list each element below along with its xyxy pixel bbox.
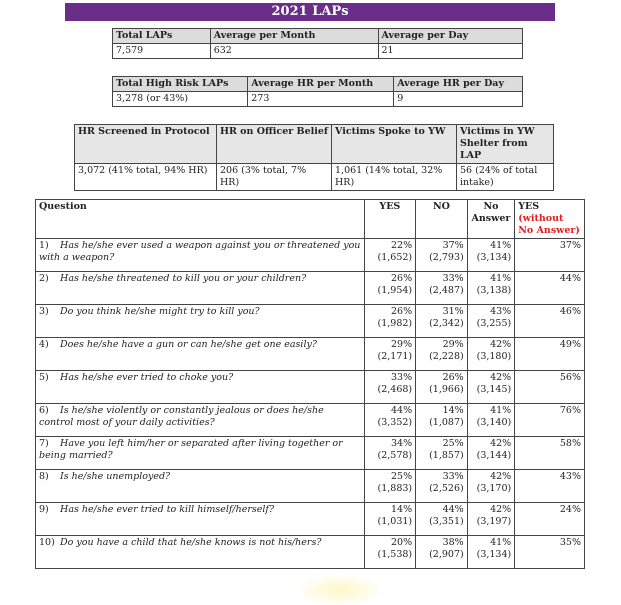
yes-without-no-answer-percent: 49% (559, 339, 581, 350)
yes-without-no-answer-percent: 46% (559, 306, 581, 317)
question-text: Has he/she ever tried to kill himself/herself? (60, 504, 275, 515)
yes-without-no-answer-percent: 37% (559, 240, 581, 251)
no-answer-count: (3,138) (476, 285, 512, 296)
yes-percent: 26% (391, 273, 413, 284)
no-cell (416, 470, 468, 503)
no-count: (2,487) (429, 285, 464, 296)
no-answer-count: (3,140) (476, 417, 512, 428)
header-average-hr-day: Average HR per Day (394, 77, 523, 92)
header-victims-spoke: Victims Spoke to YW (332, 125, 457, 164)
no-answer-percent: 41% (490, 537, 512, 548)
question-text: Do you think he/she might try to kill you? (60, 306, 260, 317)
value-hr-screened: 3,072 (41% total, 94% HR) (75, 164, 217, 191)
yes-without-no-answer-cell (515, 404, 585, 437)
header-victims-shelter: Victims in YW Shelter from LAP (457, 125, 554, 164)
no-answer-percent: 41% (490, 240, 512, 251)
summary-table-totals (112, 28, 523, 59)
no-answer-count: (3,197) (476, 516, 512, 527)
yes-percent: 44% (391, 405, 413, 416)
yes-count: (1,652) (377, 252, 413, 263)
no-answer-percent: 41% (490, 405, 512, 416)
yes-without-no-answer-cell (515, 239, 585, 272)
no-answer-cell (467, 470, 515, 503)
yes-cell (364, 371, 416, 404)
question-cell (36, 272, 365, 305)
no-answer-count: (3,255) (476, 318, 512, 329)
yes-percent: 34% (391, 438, 413, 449)
question-text: Has he/she ever tried to choke you? (60, 372, 234, 383)
question-number: 4) (39, 339, 49, 350)
no-count: (1,966) (429, 384, 464, 395)
yes-count: (1,954) (377, 285, 413, 296)
header-average-per-month: Average per Month (210, 29, 378, 44)
yes-cell (364, 239, 416, 272)
yes-count: (1,538) (377, 549, 413, 560)
table-row (36, 536, 585, 569)
no-cell (416, 239, 468, 272)
no-answer-cell (467, 437, 515, 470)
value-victims-shelter: 56 (24% of total intake) (457, 164, 554, 191)
yes-cell (364, 536, 416, 569)
no-cell (416, 404, 468, 437)
yes-without-no-answer-cell (515, 437, 585, 470)
no-answer-count: (3,170) (476, 483, 512, 494)
question-number: 6) (39, 405, 49, 416)
summary-table-high-risk (112, 76, 523, 107)
no-answer-percent: 42% (490, 372, 512, 383)
no-cell (416, 503, 468, 536)
value-average-per-month: 632 (210, 44, 378, 59)
no-answer-count: (3,134) (476, 252, 512, 263)
yes-percent: 20% (391, 537, 413, 548)
no-answer-cell (467, 536, 515, 569)
table-row (36, 272, 585, 305)
header-hr-officer-belief: HR on Officer Belief (217, 125, 332, 164)
no-cell (416, 371, 468, 404)
no-percent: 26% (442, 372, 464, 383)
no-percent: 29% (442, 339, 464, 350)
yes-count: (1,982) (377, 318, 413, 329)
value-victims-spoke: 1,061 (14% total, 32% HR) (332, 164, 457, 191)
yes-cell (364, 305, 416, 338)
table-row (36, 371, 585, 404)
no-answer-count: (3,134) (476, 549, 512, 560)
question-number: 10) (39, 537, 55, 548)
question-text: Has he/she threatened to kill you or your children? (60, 273, 307, 284)
decorative-glow (300, 575, 380, 605)
no-cell (416, 272, 468, 305)
no-answer-cell (467, 272, 515, 305)
yes-without-no-answer-cell (515, 536, 585, 569)
yes-count: (3,352) (377, 417, 413, 428)
yes-percent: 29% (391, 339, 413, 350)
yes-without-no-answer-percent: 35% (559, 537, 581, 548)
value-total-laps: 7,579 (113, 44, 211, 59)
question-number: 3) (39, 306, 49, 317)
header-yes: YES (364, 200, 416, 239)
question-cell (36, 371, 365, 404)
yes-percent: 26% (391, 306, 413, 317)
no-answer-count: (3,180) (476, 351, 512, 362)
question-text: Has he/she ever used a weapon against you or threatened you with a weapon? (39, 240, 361, 263)
no-cell (416, 536, 468, 569)
header-yes-without-no-answer (515, 200, 585, 239)
value-average-per-day: 21 (378, 44, 522, 59)
no-count: (3,351) (429, 516, 464, 527)
no-answer-percent: 42% (490, 504, 512, 515)
header-question: Question (36, 200, 365, 239)
value-total-high-risk: 3,278 (or 43%) (113, 92, 248, 107)
table-row (36, 305, 585, 338)
no-answer-cell (467, 503, 515, 536)
question-cell (36, 503, 365, 536)
no-count: (1,087) (429, 417, 464, 428)
page-title: 2021 LAPs (65, 3, 555, 21)
no-answer-percent: 41% (490, 273, 512, 284)
yes-without-no-answer-percent: 44% (559, 273, 581, 284)
header-no-answer: No Answer (467, 200, 515, 239)
no-count: (2,793) (429, 252, 464, 263)
question-number: 7) (39, 438, 49, 449)
yes-without-no-answer-cell (515, 470, 585, 503)
yes-without-no-answer-percent: 43% (559, 471, 581, 482)
yes-without-no-answer-cell (515, 272, 585, 305)
table-row (36, 437, 585, 470)
table-row (36, 404, 585, 437)
no-percent: 44% (442, 504, 464, 515)
no-count: (1,857) (429, 450, 464, 461)
yes-count: (1,031) (377, 516, 413, 527)
question-number: 9) (39, 504, 49, 515)
no-answer-percent: 42% (490, 438, 512, 449)
yes-without-no-answer-cell (515, 305, 585, 338)
yes-cell (364, 503, 416, 536)
summary-table-screening (74, 124, 554, 191)
no-answer-cell (467, 404, 515, 437)
yes-without-no-answer-percent: 58% (559, 438, 581, 449)
no-answer-cell (467, 371, 515, 404)
no-cell (416, 437, 468, 470)
question-text: Do you have a child that he/she knows is not his/hers? (60, 537, 322, 548)
yes-percent: 14% (391, 504, 413, 515)
header-average-per-day: Average per Day (378, 29, 522, 44)
no-answer-count: (3,144) (476, 450, 512, 461)
no-answer-percent: 43% (490, 306, 512, 317)
question-text: Have you left him/her or separated after living together or being married? (39, 438, 343, 461)
table-row (36, 338, 585, 371)
no-answer-percent: 42% (490, 339, 512, 350)
question-number: 5) (39, 372, 49, 383)
header-no: NO (416, 200, 468, 239)
yes-count: (2,578) (377, 450, 413, 461)
yes-percent: 25% (391, 471, 413, 482)
header-total-laps: Total LAPs (113, 29, 211, 44)
question-number: 8) (39, 471, 49, 482)
yes-without-no-answer-cell (515, 338, 585, 371)
no-answer-cell (467, 338, 515, 371)
yes-cell (364, 272, 416, 305)
table-row (36, 503, 585, 536)
table-row (36, 239, 585, 272)
yes-without-no-answer-percent: 76% (559, 405, 581, 416)
yes-count: (1,883) (377, 483, 413, 494)
header-average-hr-month: Average HR per Month (248, 77, 394, 92)
no-percent: 25% (442, 438, 464, 449)
no-percent: 31% (442, 306, 464, 317)
table-row (36, 470, 585, 503)
question-cell (36, 536, 365, 569)
header-without-no-answer-note: (without No Answer) (518, 213, 580, 236)
question-text: Does he/she have a gun or can he/she get one easily? (60, 339, 317, 350)
yes-percent: 33% (391, 372, 413, 383)
yes-percent: 22% (391, 240, 413, 251)
question-number: 1) (39, 240, 49, 251)
question-text: Is he/she violently or constantly jealous or does he/she control most of your daily activities? (39, 405, 324, 428)
header-total-high-risk: Total High Risk LAPs (113, 77, 248, 92)
yes-count: (2,171) (377, 351, 413, 362)
yes-count: (2,468) (377, 384, 413, 395)
question-cell (36, 239, 365, 272)
yes-without-no-answer-percent: 24% (559, 504, 581, 515)
no-cell (416, 338, 468, 371)
value-hr-officer-belief: 206 (3% total, 7% HR) (217, 164, 332, 191)
yes-without-no-answer-percent: 56% (559, 372, 581, 383)
yes-cell (364, 470, 416, 503)
question-cell (36, 470, 365, 503)
no-percent: 38% (442, 537, 464, 548)
value-average-hr-month: 273 (248, 92, 394, 107)
no-percent: 33% (442, 471, 464, 482)
no-count: (2,342) (429, 318, 464, 329)
question-text: Is he/she unemployed? (60, 471, 171, 482)
no-answer-cell (467, 305, 515, 338)
no-cell (416, 305, 468, 338)
no-answer-percent: 42% (490, 471, 512, 482)
no-answer-count: (3,145) (476, 384, 512, 395)
yes-cell (364, 404, 416, 437)
header-hr-screened: HR Screened in Protocol (75, 125, 217, 164)
no-percent: 33% (442, 273, 464, 284)
no-count: (2,526) (429, 483, 464, 494)
yes-cell (364, 437, 416, 470)
value-average-hr-day: 9 (394, 92, 523, 107)
no-count: (2,228) (429, 351, 464, 362)
yes-without-no-answer-cell (515, 503, 585, 536)
no-percent: 14% (442, 405, 464, 416)
question-cell (36, 338, 365, 371)
questions-table (35, 199, 585, 569)
header-yes-label: YES (518, 201, 540, 212)
question-cell (36, 305, 365, 338)
yes-cell (364, 338, 416, 371)
no-answer-cell (467, 239, 515, 272)
no-percent: 37% (442, 240, 464, 251)
no-count: (2,907) (429, 549, 464, 560)
question-cell (36, 404, 365, 437)
question-cell (36, 437, 365, 470)
question-number: 2) (39, 273, 49, 284)
yes-without-no-answer-cell (515, 371, 585, 404)
